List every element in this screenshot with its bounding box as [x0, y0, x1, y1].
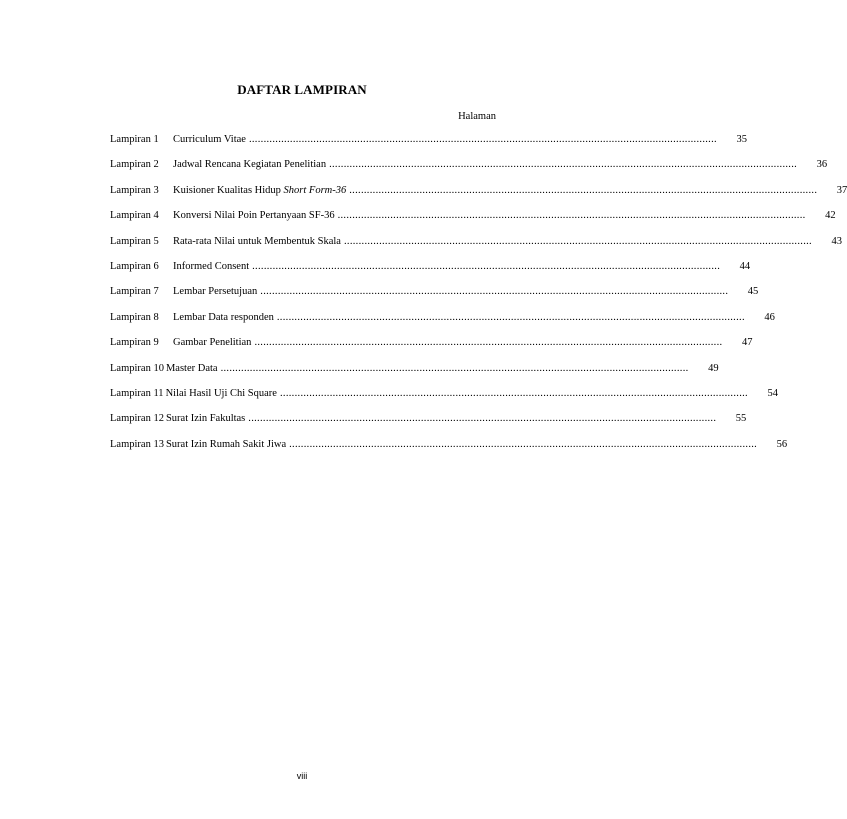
dot-leader: ................................................................................................................................................................ [220, 362, 689, 374]
dot-leader: ................................................................................................................................................................ [252, 260, 721, 272]
entry-title: Lembar Persetujuan [173, 286, 258, 298]
dot-leader: ................................................................................................................................................................ [279, 387, 748, 399]
toc-entry-13[interactable] [110, 438, 788, 463]
entry-label: Lampiran 1 [110, 134, 159, 145]
entry-label: Lampiran 5 [110, 235, 159, 247]
entry-label: Lampiran 6 [110, 260, 159, 272]
entry-page: 54 [767, 387, 778, 399]
entry-title: Lembar Data responden [173, 311, 274, 323]
entry-page: 47 [741, 337, 753, 349]
entry-page: 44 [739, 260, 751, 272]
entry-page: 45 [747, 286, 759, 298]
dot-leader: ................................................................................................................................................................ [248, 134, 717, 145]
entry-label: Lampiran 7 [110, 286, 159, 298]
entry-title-text: Kuisioner Kualitas Hidup [173, 184, 284, 196]
entry-page: 46 [764, 311, 775, 323]
dot-leader: ................................................................................................................................................................ [337, 210, 806, 222]
entry-title: Konversi Nilai Poin Pertanyaan SF-36 [173, 210, 335, 222]
appendix-list [110, 133, 847, 463]
entry-title: Nilai Hasil Uji Chi Square [165, 387, 277, 399]
dot-leader: ................................................................................................................................................................ [343, 235, 812, 247]
dot-leader: ................................................................................................................................................................ [289, 438, 758, 450]
entry-label: Lampiran 4 [110, 210, 159, 222]
toc-entry-2[interactable] [110, 158, 828, 183]
dot-leader: ................................................................................................................................................................ [349, 184, 818, 196]
toc-entry-11[interactable] [110, 387, 778, 412]
entry-label: Lampiran 13 [110, 438, 164, 450]
dot-leader: ................................................................................................................................................................ [276, 311, 745, 323]
toc-entry-9[interactable] [110, 336, 753, 361]
toc-entry-7[interactable] [110, 285, 759, 310]
entry-label: Lampiran 8 [110, 311, 159, 323]
entry-page: 42 [825, 210, 836, 222]
toc-entry-5[interactable] [110, 235, 842, 260]
entry-label: Lampiran 9 [110, 337, 159, 349]
dot-leader: ................................................................................................................................................................ [329, 159, 798, 171]
entry-title: Master Data [165, 362, 218, 374]
dot-leader: ................................................................................................................................................................ [260, 286, 729, 298]
toc-entry-10[interactable] [110, 362, 719, 387]
entry-page: 55 [735, 413, 747, 425]
entry-page: 35 [736, 134, 747, 145]
entry-label: Lampiran 10 [110, 362, 164, 374]
entry-title: Informed Consent [173, 260, 250, 272]
entry-page: 49 [708, 362, 719, 374]
entry-page: 37 [836, 184, 847, 196]
page-number: viii [296, 771, 308, 781]
entry-title: Rata-rata Nilai untuk Membentuk Skala [173, 235, 341, 247]
page-column-header: Halaman [458, 111, 496, 122]
dot-leader: ................................................................................................................................................................ [254, 337, 723, 349]
entry-title: Surat Izin Rumah Sakit Jiwa [165, 438, 287, 450]
entry-title: Surat Izin Fakultas [165, 413, 246, 425]
toc-entry-4[interactable] [110, 209, 836, 234]
entry-title [173, 184, 346, 198]
toc-entry-6[interactable] [110, 260, 751, 285]
entry-page: 36 [816, 159, 828, 171]
entry-label: Lampiran 12 [110, 413, 164, 425]
entry-page: 43 [831, 235, 842, 247]
toc-entry-12[interactable] [110, 412, 747, 437]
entry-title: Gambar Penelitian [173, 337, 252, 349]
entry-title: Curriculum Vitae [173, 134, 246, 145]
entry-label: Lampiran 3 [110, 184, 159, 196]
entry-label: Lampiran 11 [110, 387, 164, 399]
entry-label: Lampiran 2 [110, 159, 159, 171]
entry-title-italic: Short Form-36 [283, 184, 347, 196]
toc-entry-8[interactable] [110, 311, 775, 336]
entry-title: Jadwal Rencana Kegiatan Penelitian [173, 159, 327, 171]
toc-entry-1[interactable] [110, 133, 747, 158]
dot-leader: ................................................................................................................................................................ [248, 413, 717, 425]
toc-entry-3[interactable] [110, 184, 847, 209]
page-title: DAFTAR LAMPIRAN [237, 82, 367, 97]
entry-page: 56 [776, 438, 788, 450]
